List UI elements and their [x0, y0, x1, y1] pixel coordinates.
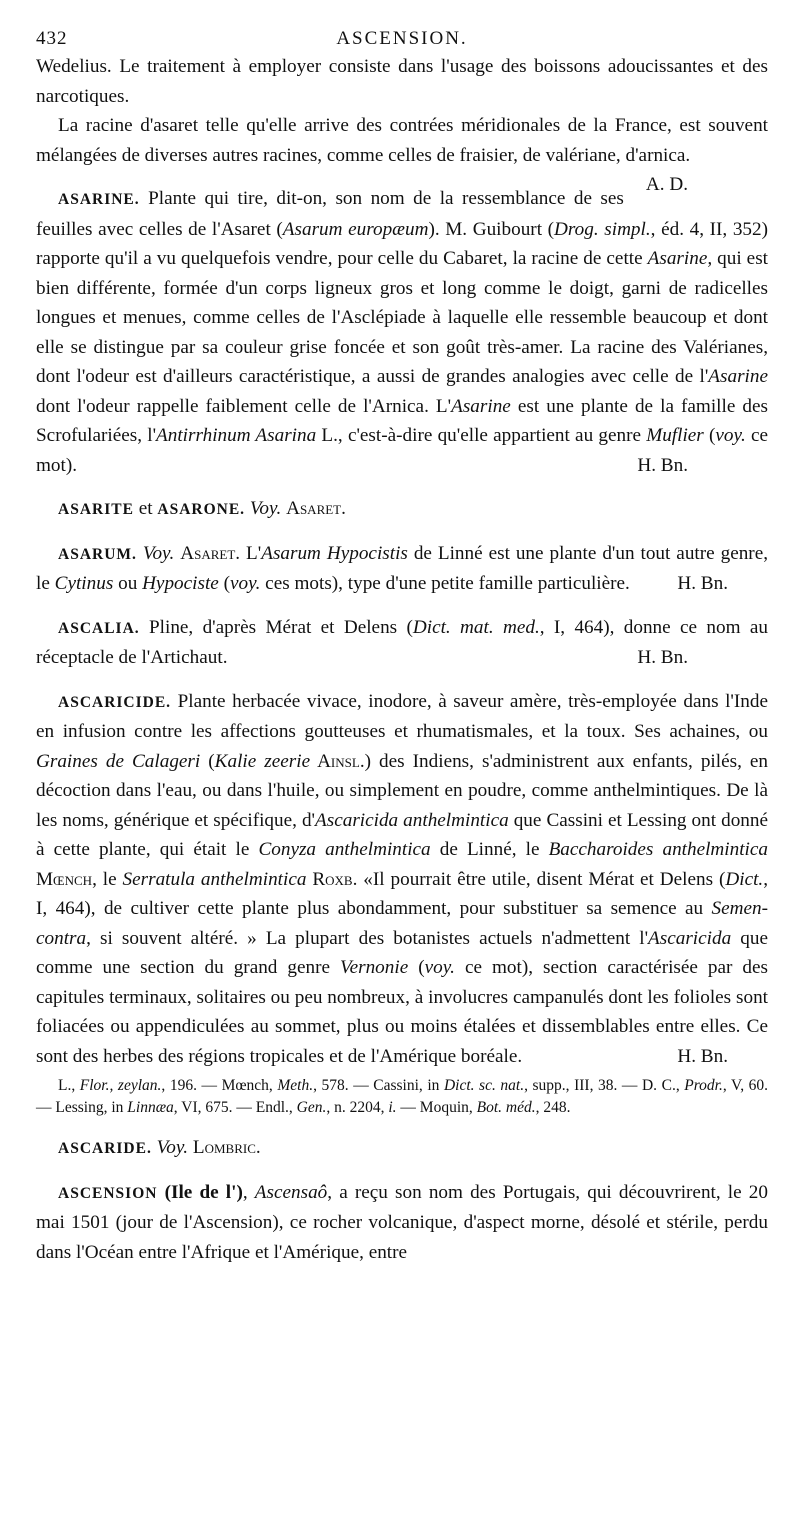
author-signature: H. Bn.: [637, 454, 688, 476]
citation-title: Prodr.: [684, 1077, 723, 1094]
italic-term: voy.: [230, 573, 261, 594]
italic-term: Semen-contra: [36, 898, 768, 949]
continued-paragraph: [36, 52, 768, 111]
entry-asarite: [36, 494, 768, 525]
text: (: [218, 573, 230, 594]
voy-reference: Voy.: [156, 1137, 189, 1158]
italic-term: Serratula anthelmintica: [122, 868, 307, 890]
entry-ascalia: [36, 613, 768, 673]
text: et: [133, 498, 158, 519]
text: — Moquin,: [396, 1099, 477, 1116]
page: [36, 22, 768, 1267]
text: , V, 60. — Lessing, in: [36, 1077, 769, 1116]
headword: ASCENSION: [58, 1184, 158, 1202]
cross-reference: Lombric.: [192, 1137, 261, 1158]
text: , éd. 4, II, 352) rapporte qu'il a vu quelquefois vendre, pour celle du Cabaret, la racine de cette: [36, 218, 769, 269]
text: ). M. Guibourt (: [428, 218, 555, 240]
text: , le: [92, 868, 123, 890]
italic-term: Baccharoides anthelmintica: [548, 839, 768, 860]
italic-term: Dict.: [725, 868, 764, 890]
entry-asarine: [36, 184, 768, 480]
italic-term: Muflier: [646, 425, 704, 446]
text: de Linné, le: [430, 839, 549, 860]
author-abbrev: Ainsl.: [310, 750, 365, 772]
headword: ASARONE.: [157, 501, 246, 518]
italic-term: Ascaricida: [648, 927, 732, 949]
headword: ASCARIDE.: [58, 1140, 152, 1157]
headword-qualifier: (Ile de l'): [157, 1181, 243, 1203]
italic-term: voy.: [424, 957, 455, 978]
entry-ascaride: [36, 1133, 768, 1164]
text: (: [703, 425, 716, 446]
cross-reference: Asaret.: [180, 542, 241, 564]
italic-term: Antirrhinum Asarina: [156, 425, 317, 446]
text: ou: [113, 573, 143, 594]
author-signature: H. Bn.: [637, 647, 688, 668]
page-header: [36, 22, 768, 52]
text: , 578. — Cassini, in: [313, 1077, 444, 1094]
text: ) des Indiens, s'administrent aux enfants, pilés, en décoction dans l'eau, ou dans l'huile, ou simplement en poudre, comme anthelmintiques. De là les noms, générique et spécifique, d': [36, 750, 769, 831]
author-abbrev: Mœnch: [36, 868, 93, 890]
running-title: ASCENSION.: [336, 28, 468, 49]
headword: ASCALIA.: [58, 619, 140, 637]
author-signature: H. Bn.: [677, 573, 728, 594]
text: ce mot), section caractérisée par des capitules terminaux, solitaires ou peu nombreux, à involucres campanulés dont les folioles sont foliacées ou appendiculées au sommet, plus ou moins étalées et dissemblables entre elles. Ce sont des herbes des régions tropicales et de l'Amérique boréale.: [36, 957, 768, 1067]
text: de Linné est une plante d'un tout autre genre, le: [36, 542, 769, 594]
asaret-paragraph: [36, 111, 768, 195]
citation-title: Gen.: [296, 1099, 327, 1116]
author-signature: A. D.: [645, 174, 688, 195]
italic-term: Asarum Hypocistis: [261, 542, 408, 564]
citation-title: Meth.: [277, 1077, 314, 1094]
italic-term: Kalie zeerie: [214, 750, 311, 772]
author-signature: H. Bn.: [677, 1045, 728, 1067]
text: Plante qui tire, dit-on, son nom de la ressemblance de ses feuilles avec celles de l'Asaret (: [36, 188, 624, 240]
entry-asarum: [36, 539, 768, 599]
entry-ascension: [36, 1178, 768, 1268]
italic-term: Ascensaô: [254, 1181, 328, 1203]
text: , 248.: [535, 1099, 571, 1116]
text: , I, 464), donne ce nom au réceptacle de l'Artichaut.: [36, 616, 768, 668]
text: La racine d'asaret telle qu'elle arrive des contrées méridionales de la France, est souvent mélangées de diverses autres racines, comme celles de fraisier, de valériane, d'arnica.: [36, 115, 768, 166]
text: , supp., III, 38. — D. C.,: [524, 1077, 685, 1094]
bibliography: [36, 1075, 768, 1119]
text: L., c'est-à-dire qu'elle appartient au genre: [316, 425, 647, 446]
citation-title: i.: [388, 1099, 397, 1116]
text: Plante herbacée vivace, inodore, à saveur amère, très-employée dans l'Inde en infusion contre les affections goutteuses et rhumatismales, et la toux. Ses achaines, ou: [36, 690, 768, 742]
italic-term: voy.: [715, 425, 746, 446]
voy-reference: Voy.: [249, 498, 282, 519]
text: , si souvent altéré. » La plupart des botanistes actuels n'admettent l': [86, 927, 649, 949]
text: , 196. — Mœnch,: [161, 1077, 278, 1094]
text: que Cassini et Lessing ont donné à cette plante, qui était le: [36, 809, 768, 860]
text: ces mots), type d'une petite famille particulière.: [260, 573, 630, 594]
italic-term: Asarum europæum: [282, 218, 429, 240]
bibliography-text: [36, 1075, 768, 1119]
italic-term: Asarine,: [647, 248, 713, 269]
citation-title: Bot. méd.: [476, 1099, 536, 1116]
headword: ASCARICIDE.: [58, 693, 172, 711]
text: (: [200, 750, 215, 772]
text: Wedelius. Le traitement à employer consiste dans l'usage des boissons adoucissantes et des narcotiques.: [36, 56, 768, 107]
citation-title: Dict. sc. nat.: [443, 1077, 525, 1094]
citation-title: Flor., zeylan.: [79, 1077, 162, 1094]
headword: ASARITE: [58, 501, 134, 518]
italic-term: Vernonie: [340, 957, 409, 978]
italic-term: Hypociste: [142, 573, 219, 594]
text: que comme une section du grand genre: [36, 927, 768, 978]
text: L': [240, 542, 262, 564]
italic-term: Ascaricida anthelmintica: [315, 809, 509, 831]
headword: ASARUM.: [58, 545, 137, 563]
text: Pline, d'après Mérat et Delens (: [139, 616, 413, 638]
author-abbrev: Roxb.: [306, 868, 358, 890]
voy-reference: Voy.: [142, 542, 175, 564]
text: est une plante de la famille des Scrofulariées, l': [36, 395, 768, 446]
entry-ascaricide: [36, 687, 768, 1072]
italic-term: Graines de Calageri: [36, 750, 201, 772]
headword: ASARINE.: [58, 191, 140, 208]
cross-reference: Asaret.: [286, 498, 346, 519]
italic-term: Asarine: [451, 395, 511, 417]
text: , a reçu son nom des Portugais, qui découvrirent, le 20 mai 1501 (jour de l'Ascension), ce rocher volcanique, d'aspect morne, désolé et stérile, perdu dans l'Océan entre l'Afrique et l'Amérique, entre: [36, 1181, 768, 1263]
text: , n. 2204,: [326, 1099, 389, 1116]
text: , VI, 675. — Endl.,: [173, 1099, 297, 1116]
italic-term: Dict. mat. med.: [412, 616, 540, 638]
italic-term: Cytinus: [54, 573, 114, 594]
italic-term: Asarine: [708, 366, 768, 387]
text: L.,: [58, 1077, 80, 1094]
text: (: [408, 957, 425, 978]
page-number: 432: [36, 28, 68, 49]
italic-term: Conyza anthelmintica: [258, 839, 431, 860]
text: dont l'odeur rappelle faiblement celle de l'Arnica. L': [36, 395, 452, 417]
text: «Il pourrait être utile, disent Mérat et Delens (: [357, 868, 726, 890]
text: qui est bien différente, formée d'un corps ligneux gros et long comme le doigt, garni de radicelles longues et menues, comme celles de l'Asclépiade à laquelle elle ressemble beaucoup et dont elle se distingue par sa couleur grise foncée et son goût très-amer. La racine des Valérianes, dont l'odeur est d'ailleurs caractéristique, a aussi de grandes analogies avec celle de l': [36, 248, 768, 387]
text: ce mot).: [36, 425, 769, 476]
text: , I, 464), de cultiver cette plante plus abondamment, pour substituer sa semence au: [36, 868, 769, 919]
italic-term: Drog. simpl.: [554, 218, 651, 240]
text: ,: [242, 1181, 255, 1203]
citation-title: Linnæa: [127, 1099, 174, 1116]
